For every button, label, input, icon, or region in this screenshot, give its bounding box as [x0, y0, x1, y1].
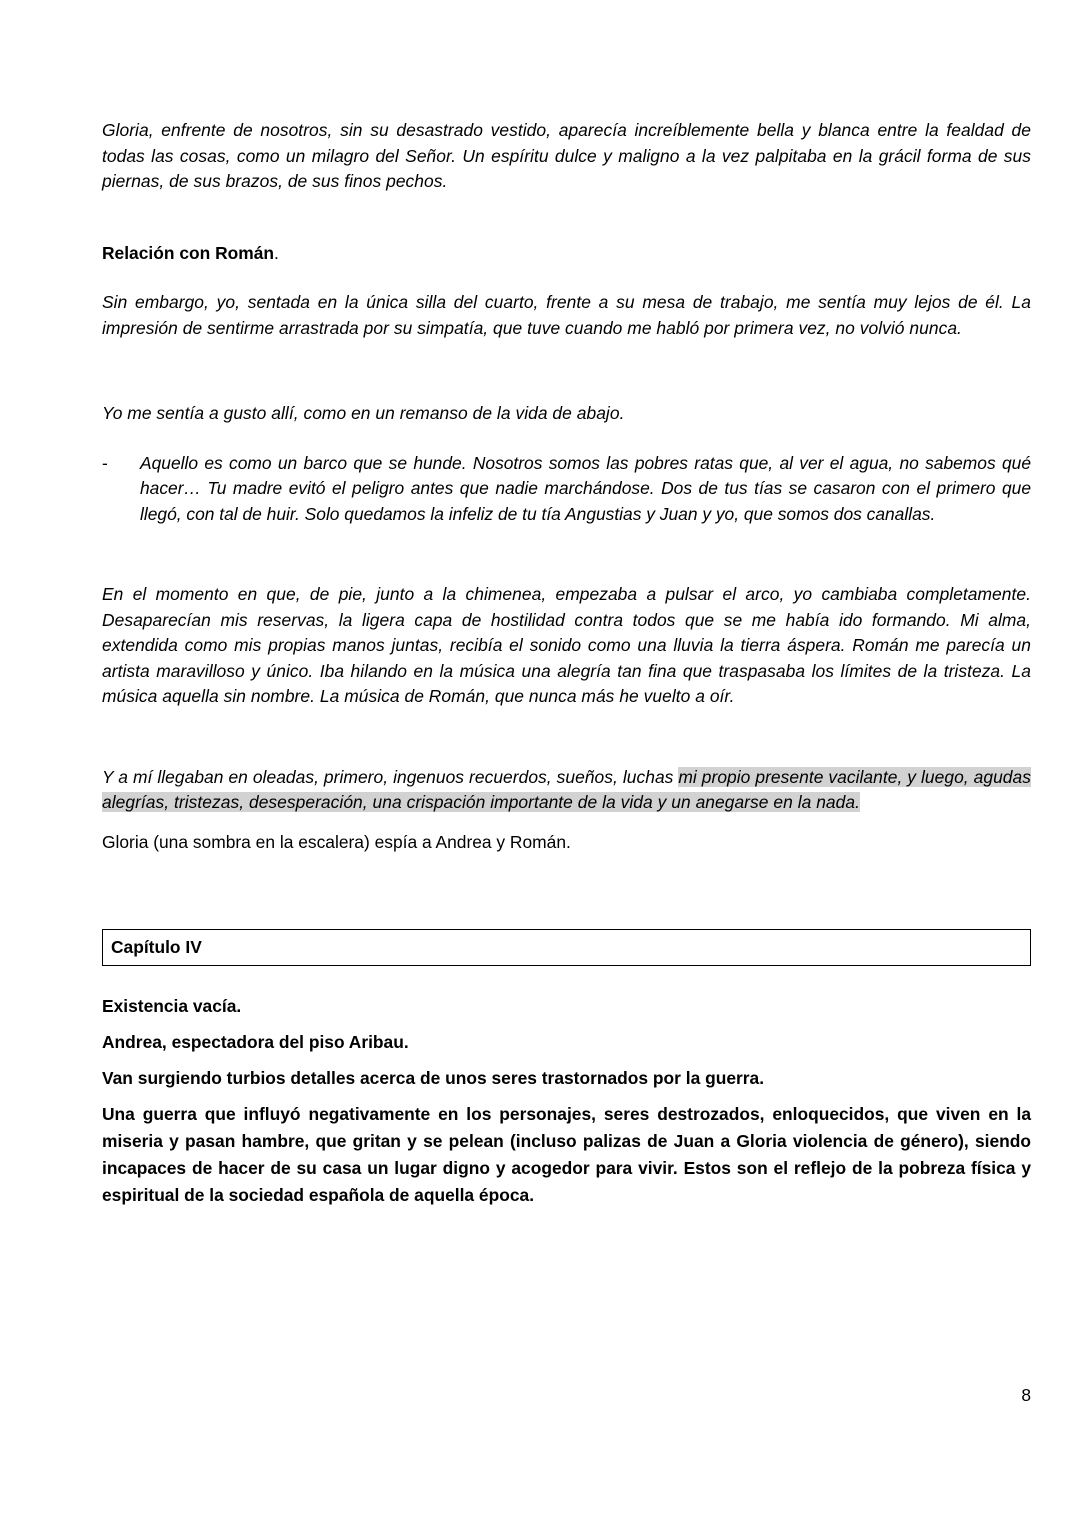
paragraph-gloria-description: Gloria, enfrente de nosotros, sin su desastrado vestido, aparecía increíblemente bella y blanca entre la fealdad de todas las cosas, como un milagro del Señor. Un espíritu dulce y maligno a la vez palpitaba en la grácil forma de sus piernas, de sus brazos, de sus finos pechos. — [102, 120, 1031, 191]
page-number: 8 — [1021, 1385, 1031, 1405]
heading-existencia-vacia: Existencia vacía. — [102, 996, 242, 1016]
list-item-text: Aquello es como un barco que se hunde. Nosotros somos las pobres ratas que, al ver el agua, no sabemos qué hacer… Tu madre evitó el peligro antes que nadie marchándose. Dos de tus tías se casaron con el primero que llegó, con tal de huir. Solo quedamos la infeliz de tu tía Angustias y Juan y yo, que somos dos canallas. — [140, 452, 1031, 524]
heading-relacion-con-roman — [102, 241, 1031, 267]
heading-van-surgiendo: Van surgiendo turbios detalles acerca de unos seres trastornados por la guerra. — [102, 1068, 765, 1088]
spacer — [102, 756, 1031, 765]
chapter-heading-label: Capítulo IV — [111, 937, 202, 957]
paragraph-oleadas-highlighted-part: mi propio presente vacilante, y luego, agudas alegrías, tristezas, desesperación, una crispación importante de la vida y un anegarse en la nada. — [102, 766, 1031, 812]
heading-relacion-con-roman-text: Relación con Román — [102, 242, 275, 263]
document-body — [102, 118, 1031, 1209]
spacer — [102, 527, 1031, 573]
spacer — [102, 710, 1031, 756]
list-item — [102, 451, 1031, 528]
chapter-heading-box — [102, 929, 1031, 966]
heading-relacion-con-roman-period: . — [274, 242, 279, 263]
paragraph-en-el-momento: En el momento en que, de pie, junto a la chimenea, empezaba a pulsar el arco, yo cambiaba completamente. Desaparecían mis reservas, la ligera capa de hostilidad contra todos que se me había ido formando. Mi alma, extendida como mis propias manos juntas, recibía el sonido como una lluvia la tierra áspera. Román me parecía un artista maravilloso y único. Iba hilando en la música una alegría tan fina que traspasaba los límites de la tristeza. La música aquella sin nombre. La música de Román, que nunca más he vuelto a oír. — [102, 584, 1031, 706]
spacer — [102, 573, 1031, 582]
spacer — [102, 341, 1031, 387]
note-gloria-espia: Gloria (una sombra en la escalera) espía a Andrea y Román. — [102, 831, 571, 852]
spacer — [102, 1056, 1031, 1065]
paragraph-oleadas — [102, 765, 1031, 816]
spacer — [102, 855, 1031, 929]
spacer — [102, 387, 1031, 401]
spacer — [102, 816, 1031, 830]
bullet-marker: - — [102, 452, 108, 473]
heading-andrea-espectadora: Andrea, espectadora del piso Aribau. — [102, 1032, 409, 1052]
spacer — [102, 1020, 1031, 1029]
spacer — [102, 966, 1031, 993]
spacer — [102, 427, 1031, 451]
paragraph-yo-me-sentia: Yo me sentía a gusto allí, como en un remanso de la vida de abajo. — [102, 403, 625, 423]
paragraph-sin-embargo: Sin embargo, yo, sentada en la única silla del cuarto, frente a su mesa de trabajo, me sentía muy lejos de él. La impresión de sentirme arrastrada por su simpatía, que tuve cuando me habló por primera vez, no volvió nunca. — [102, 292, 1031, 338]
spacer — [102, 266, 1031, 290]
paragraph-oleadas-plain-part: Y a mí llegaban en oleadas, primero, ingenuos recuerdos, sueños, luchas — [102, 766, 679, 787]
spacer — [102, 195, 1031, 241]
spacer — [102, 1092, 1031, 1101]
paragraph-una-guerra: Una guerra que influyó negativamente en los personajes, seres destrozados, enloquecidos, que viven en la miseria y pasan hambre, que gritan y se pelean (incluso palizas de Juan a Gloria violencia de género), siendo incapaces de hacer de su casa un lugar digno y acogedor para vivir. Estos son el reflejo de la pobreza física y espiritual de la sociedad española de aquella época. — [102, 1104, 1031, 1205]
